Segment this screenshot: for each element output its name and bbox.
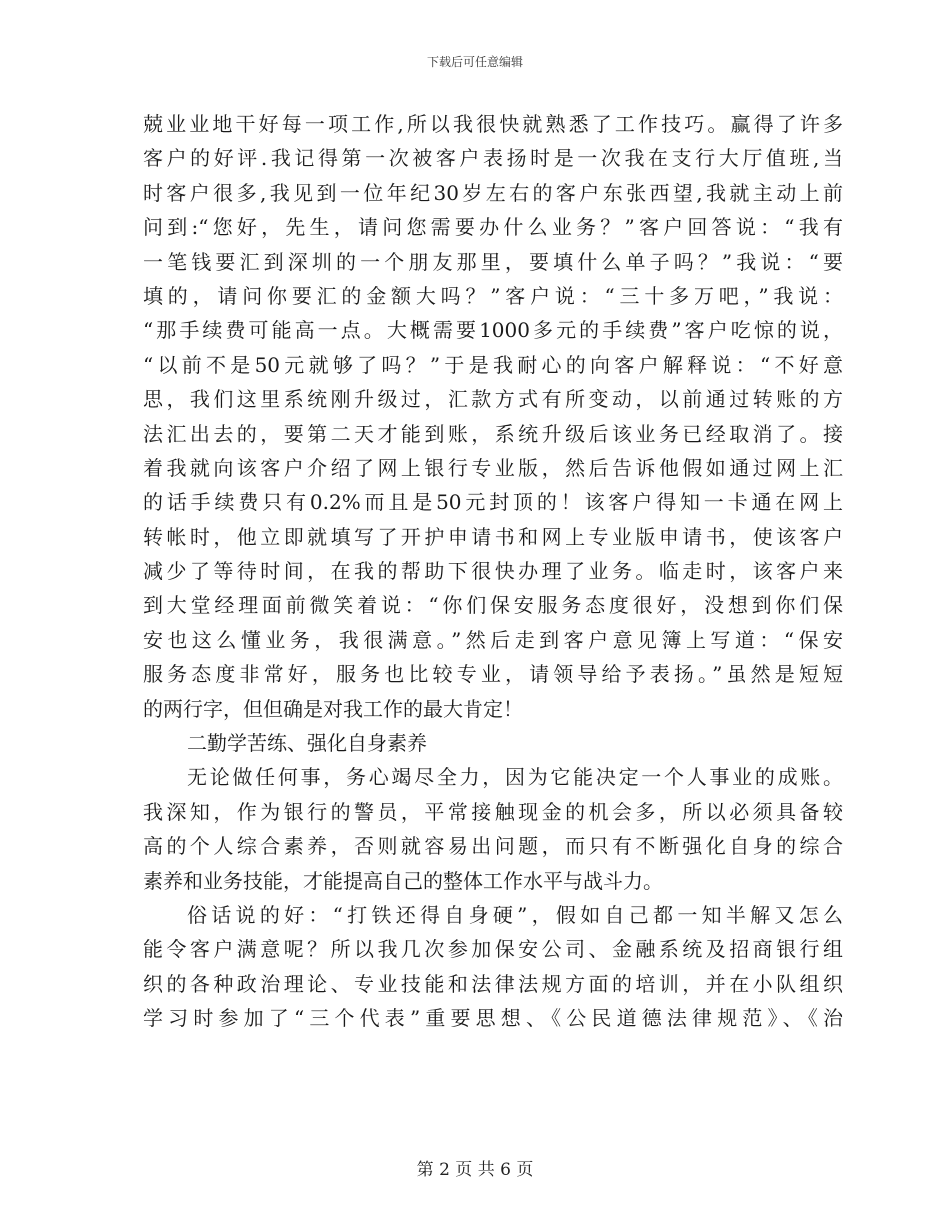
body-line: 填的，请问你要汇的金额大吗？”客户说：“三十多万吧，”我说： (143, 283, 843, 308)
body-line: 俗话说的好：“打铁还得自身硬”，假如自己都一知半解又怎么 (187, 902, 843, 927)
body-line: 法汇出去的，要第二天才能到账，系统升级后该业务已经取消了。接 (143, 421, 843, 446)
body-line: 二勤学苦练、强化自身素养 (187, 731, 427, 756)
body-line: 时客户很多,我见到一位年纪30岁左右的客户东张西望,我就主动上前 (143, 180, 843, 205)
body-line: 一笔钱要汇到深圳的一个朋友那里，要填什么单子吗？”我说：“要 (143, 249, 843, 274)
page-header: 下载后可任意编辑 (426, 55, 523, 69)
body-line: 学习时参加了“三个代表”重要思想、《公民道德法律规范》、《治 (143, 1006, 843, 1031)
body-line: “以前不是50元就够了吗？”于是我耐心的向客户解释说：“不好意 (143, 352, 843, 377)
body-line: 思，我们这里系统刚升级过，汇款方式有所变动，以前通过转账的方 (143, 387, 843, 412)
body-line: 我深知，作为银行的警员，平常接触现金的机会多，所以必须具备较 (143, 799, 843, 824)
document-body (143, 107, 843, 1036)
body-line: 客户的好评.我记得第一次被客户表扬时是一次我在支行大厅值班,当 (143, 146, 843, 171)
body-line: 高的个人综合素养，否则就容易出问题，而只有不断强化自身的综合 (143, 834, 843, 859)
body-line: 的两行字，但但确是对我工作的最大肯定！ (143, 696, 523, 721)
body-line: “那手续费可能高一点。大概需要1000多元的手续费”客户吃惊的说， (143, 318, 843, 343)
body-line: 安也这么懂业务，我很满意。”然后走到客户意见簿上写道：“保安 (143, 627, 843, 652)
body-line: 能令客户满意呢？所以我几次参加保安公司、金融系统及招商银行组 (143, 937, 843, 962)
body-line: 到大堂经理面前微笑着说：“你们保安服务态度很好，没想到你们保 (143, 593, 843, 618)
page-number-footer: 第 2 页 共 6 页 (416, 1160, 534, 1180)
body-line: 着我就向该客户介绍了网上银行专业版，然后告诉他假如通过网上汇 (143, 455, 843, 480)
body-line: 问到:“您好，先生，请问您需要办什么业务？”客户回答说：“我有 (143, 215, 843, 240)
body-line: 无论做任何事，务心竭尽全力，因为它能决定一个人事业的成账。 (187, 765, 843, 790)
body-line: 服务态度非常好，服务也比较专业，请领导给予表扬。”虽然是短短 (143, 662, 843, 687)
body-line: 转帐时，他立即就填写了开护申请书和网上专业版申请书，使该客户 (143, 524, 843, 549)
body-line: 兢业业地干好每一项工作,所以我很快就熟悉了工作技巧。赢得了许多 (143, 112, 843, 136)
body-line: 织的各种政治理论、专业技能和法律法规方面的培训，并在小队组织 (143, 971, 843, 996)
body-line: 素养和业务技能，才能提高自己的整体工作水平与战斗力。 (143, 868, 663, 893)
body-line: 减少了等待时间，在我的帮助下很快办理了业务。临走时，该客户来 (143, 559, 843, 584)
body-line: 的话手续费只有0.2%而且是50元封顶的！该客户得知一卡通在网上 (143, 490, 843, 515)
